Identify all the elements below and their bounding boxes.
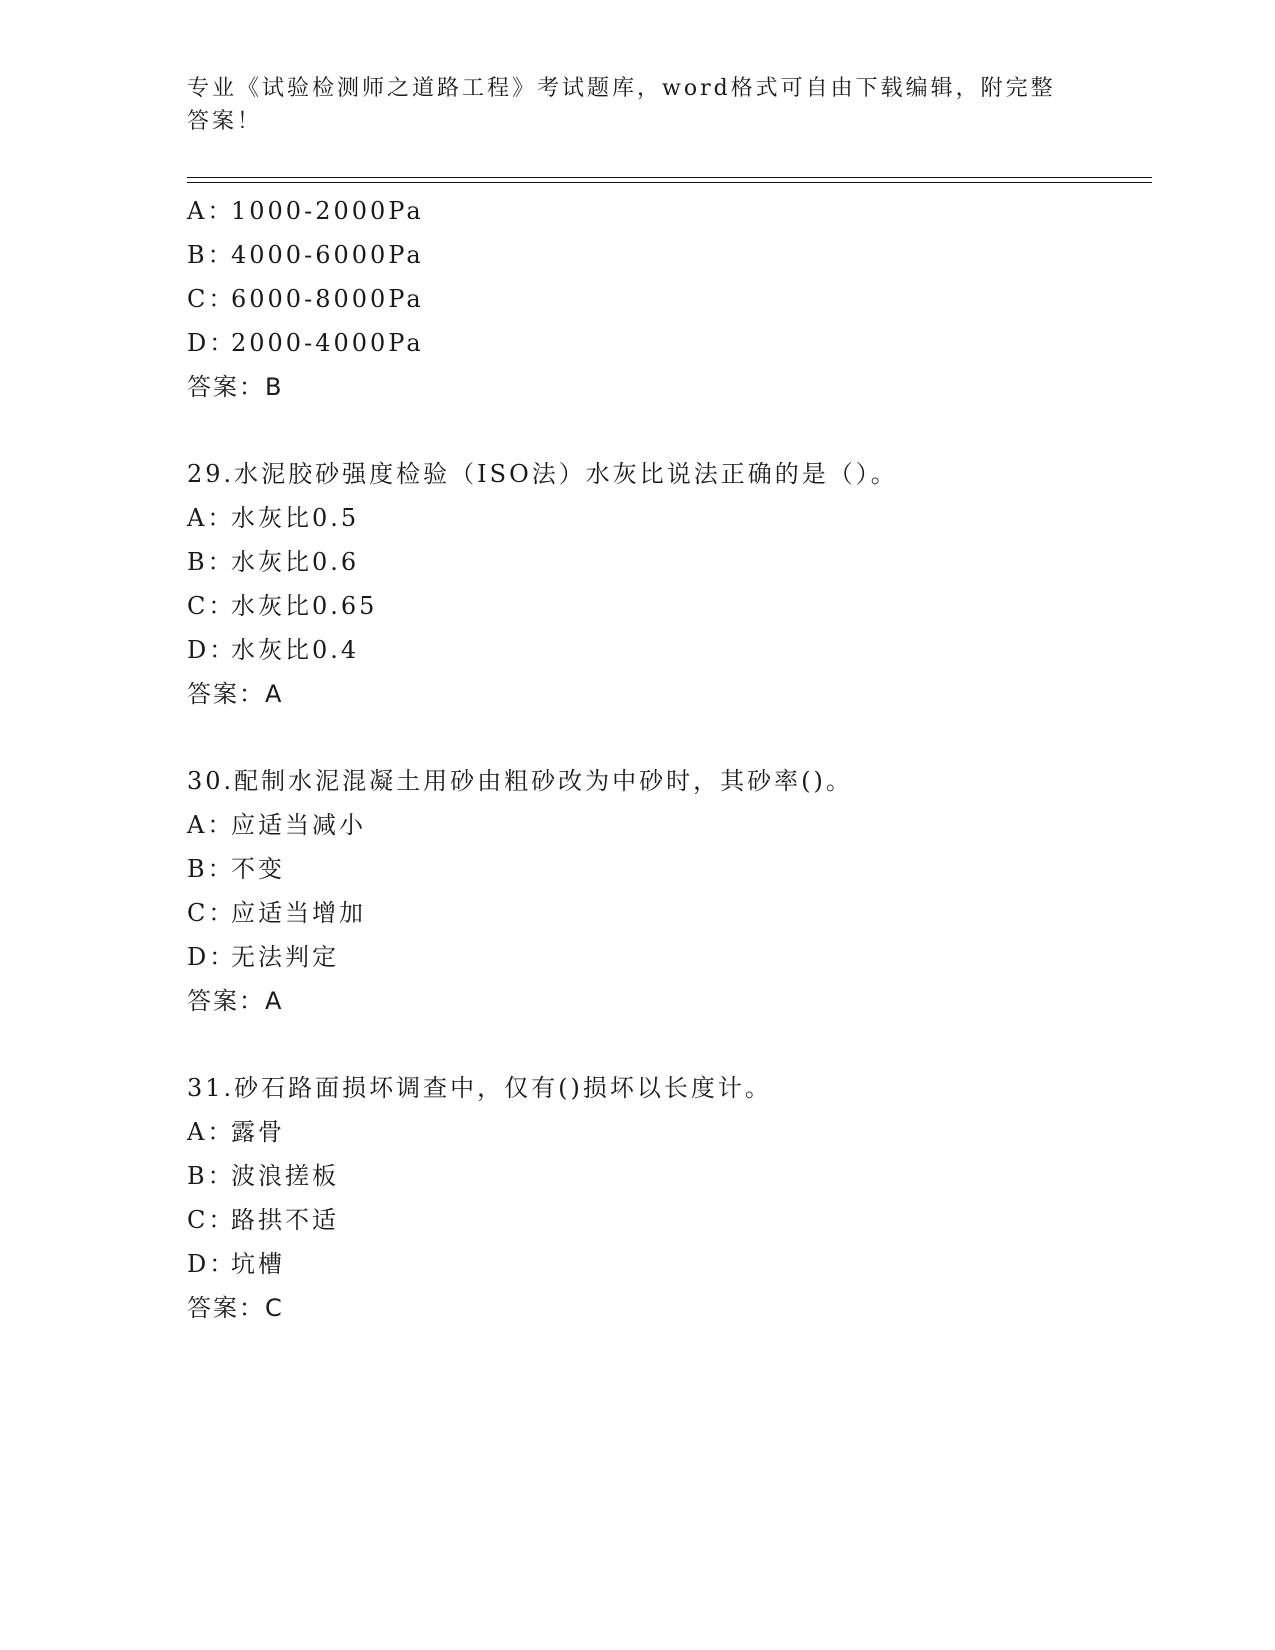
q31-option-a <box>187 1116 285 1148</box>
q31-answer: 答案：C <box>187 1294 284 1322</box>
q29-option-b <box>187 546 359 578</box>
q30-option-c <box>187 897 366 929</box>
q30-answer: 答案：A <box>187 987 284 1015</box>
option-label: B： <box>187 241 235 269</box>
q28-option-c <box>187 283 424 315</box>
q29-option-a <box>187 502 359 534</box>
option-label: C： <box>187 1206 236 1234</box>
document-header: 专业《试验检测师之道路工程》考试题库，word格式可自由下载编辑，附完整答案！ <box>187 76 1056 134</box>
option-text: 应适当增加 <box>231 899 366 927</box>
option-label: B： <box>187 548 235 576</box>
option-text: 不变 <box>231 855 285 883</box>
option-text: 路拱不适 <box>231 1206 339 1234</box>
q30-option-d <box>187 941 339 973</box>
q31-question: 31.砂石路面损坏调查中，仅有()损坏以长度计。 <box>187 1074 772 1102</box>
option-text: 2000-4000Pa <box>231 329 424 357</box>
option-text: 水灰比0.6 <box>231 548 360 576</box>
option-text: 1000-2000Pa <box>231 197 424 225</box>
option-text: 露骨 <box>231 1118 285 1146</box>
option-label: D： <box>187 943 237 971</box>
q29-option-c <box>187 590 377 622</box>
q30-option-a <box>187 809 366 841</box>
header-divider-bottom <box>187 182 1152 183</box>
option-label: C： <box>187 285 236 313</box>
option-label: B： <box>187 1162 235 1190</box>
q30-option-b <box>187 853 285 885</box>
q31-option-b <box>187 1160 339 1192</box>
option-label: C： <box>187 899 236 927</box>
option-text: 应适当减小 <box>231 811 366 839</box>
option-text: 水灰比0.4 <box>231 636 360 664</box>
header-divider-top <box>187 177 1152 178</box>
option-text: 4000-6000Pa <box>231 241 424 269</box>
q28-option-a <box>187 195 424 227</box>
option-label: D： <box>187 1250 237 1278</box>
option-text: 无法判定 <box>231 943 339 971</box>
option-label: A： <box>187 504 235 532</box>
option-text: 坑槽 <box>231 1250 285 1278</box>
option-label: C： <box>187 592 236 620</box>
q29-option-d <box>187 634 359 666</box>
option-text: 水灰比0.65 <box>231 592 378 620</box>
q30-question: 30.配制水泥混凝土用砂由粗砂改为中砂时，其砂率()。 <box>187 767 853 795</box>
option-label: A： <box>187 1118 235 1146</box>
q31-option-c <box>187 1204 339 1236</box>
q29-question: 29.水泥胶砂强度检验（ISO法）水灰比说法正确的是（）。 <box>187 460 898 488</box>
option-text: 6000-8000Pa <box>231 285 424 313</box>
option-text: 波浪搓板 <box>231 1162 339 1190</box>
option-label: A： <box>187 197 235 225</box>
q29-answer: 答案：A <box>187 680 284 708</box>
q28-option-b <box>187 239 424 271</box>
option-text: 水灰比0.5 <box>231 504 360 532</box>
option-label: B： <box>187 855 235 883</box>
q28-answer: 答案：B <box>187 373 284 401</box>
q31-option-d <box>187 1248 285 1280</box>
q28-option-d <box>187 327 424 359</box>
option-label: D： <box>187 636 237 664</box>
option-label: A： <box>187 811 235 839</box>
option-label: D： <box>187 329 237 357</box>
